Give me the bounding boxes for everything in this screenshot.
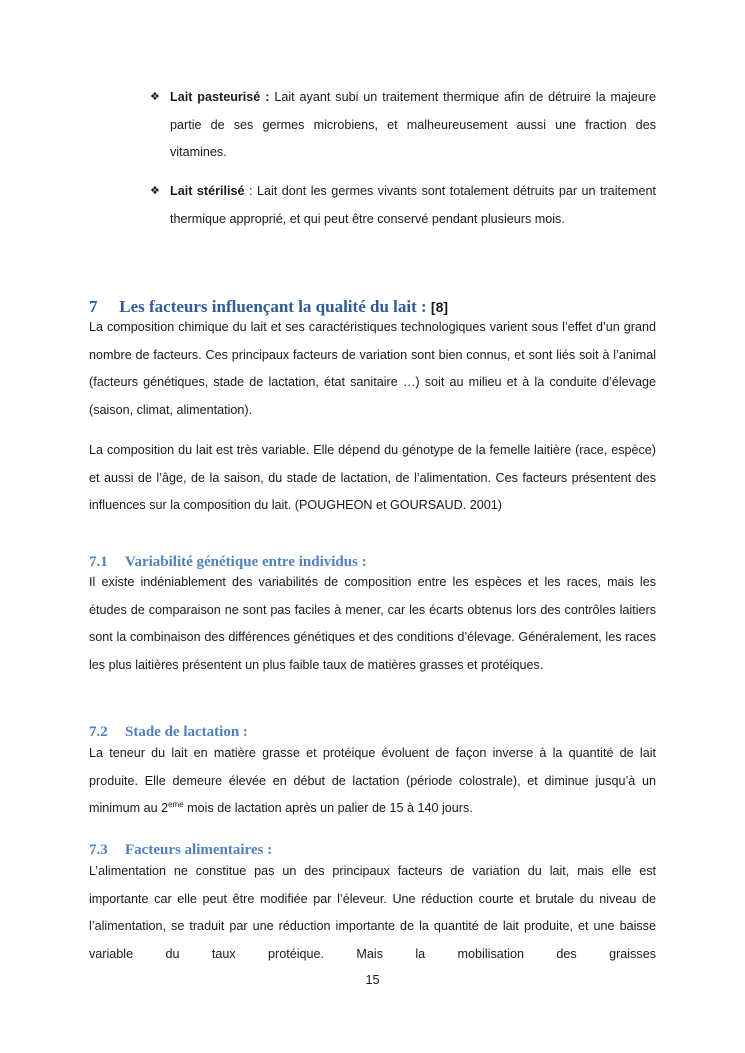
section-7-3-heading: [89, 841, 272, 859]
bullet-lait-sterilise: [150, 178, 656, 233]
subsection-title: Stade de lactation :: [125, 724, 248, 740]
subsection-number: 7.3: [89, 842, 108, 858]
paragraph-text-end: mois de lactation après un palier de 15 à 140 jours.: [183, 801, 473, 816]
bullet-text: [170, 178, 656, 233]
subsection-number: 7.2: [89, 724, 108, 740]
bullet-description: : Lait dont les germes vivants sont totalement détruits par un traitement thermique approprié, et qui peut être conservé pendant plusieurs mois.: [170, 184, 656, 226]
section-7-paragraph-2: La composition du lait est très variable. Elle dépend du génotype de la femelle laitière (race, espèce) et aussi de l’âge, de la saison, du stade de lactation, de l’alimentation. Ces facteurs présentent des influences sur la composition du lait. (POUGHEON et GOURSAUD. 2001): [89, 443, 656, 513]
section-number: 7: [89, 297, 98, 316]
citation-ref: [8]: [430, 299, 449, 315]
diamond-bullet-icon: ❖: [150, 185, 160, 197]
section-7-paragraph-1: La composition chimique du lait et ses caractéristiques technologiques varient sous l’effet d’un grand nombre de facteurs. Ces principaux facteurs de variation sont bien connus, et sont liés soit à l’animal (facteurs génétiques, stade de lactation, état sanitaire …) soit au milieu et à la conduite d’élevage (saison, climat, alimentation).: [89, 320, 656, 417]
subsection-number: 7.1: [89, 554, 108, 570]
section-7-3-paragraph: L’alimentation ne constitue pas un des principaux facteurs de variation du lait, mais elle est importante car elle peut être modifiée par l’éleveur. Une réduction courte et brutale du niveau de l’alimentation, se traduit par une réduction importante de la quantité de lait produite, et une baisse variable du taux protéique. Mais la mobilisation des graisses: [89, 864, 656, 961]
section-title: Les facteurs influençant la qualité du lait :: [119, 297, 427, 316]
bullet-text: [170, 84, 656, 167]
section-7-2-paragraph: [89, 740, 656, 823]
bullet-lait-pasteurise: [150, 84, 656, 167]
page-number: 15: [365, 973, 380, 987]
section-7-2-heading: [89, 723, 248, 741]
section-7-1-paragraph: Il existe indéniablement des variabilités de composition entre les espèces et les races, mais les études de comparaison ne sont pas faciles à mener, car les écarts obtenus lors des contrôles laitiers sont la combinaison des différences génétiques et des conditions d’élevage. Généralement, les races les plus laitières présentent un plus faible taux de matières grasses et protéiques.: [89, 575, 656, 672]
diamond-bullet-icon: ❖: [150, 91, 160, 103]
bullet-term: Lait stérilisé: [170, 184, 245, 198]
subsection-title: Facteurs alimentaires :: [125, 842, 273, 858]
subsection-title: Variabilité génétique entre individus :: [125, 554, 367, 570]
bullet-term: Lait pasteurisé :: [170, 90, 270, 104]
paragraph-text: La teneur du lait en matière grasse et protéique évoluent de façon inverse à la quantité de lait produite. Elle demeure élevée en début de lactation (période colostrale), et diminue jusqu’à un minimum au 2: [89, 746, 656, 816]
bullet-description: Lait ayant subi un traitement thermique afin de détruire la majeure partie de ses germes microbiens, et malheureusement aussi une fraction des vitamines.: [170, 90, 656, 160]
superscript: eme: [168, 800, 184, 810]
